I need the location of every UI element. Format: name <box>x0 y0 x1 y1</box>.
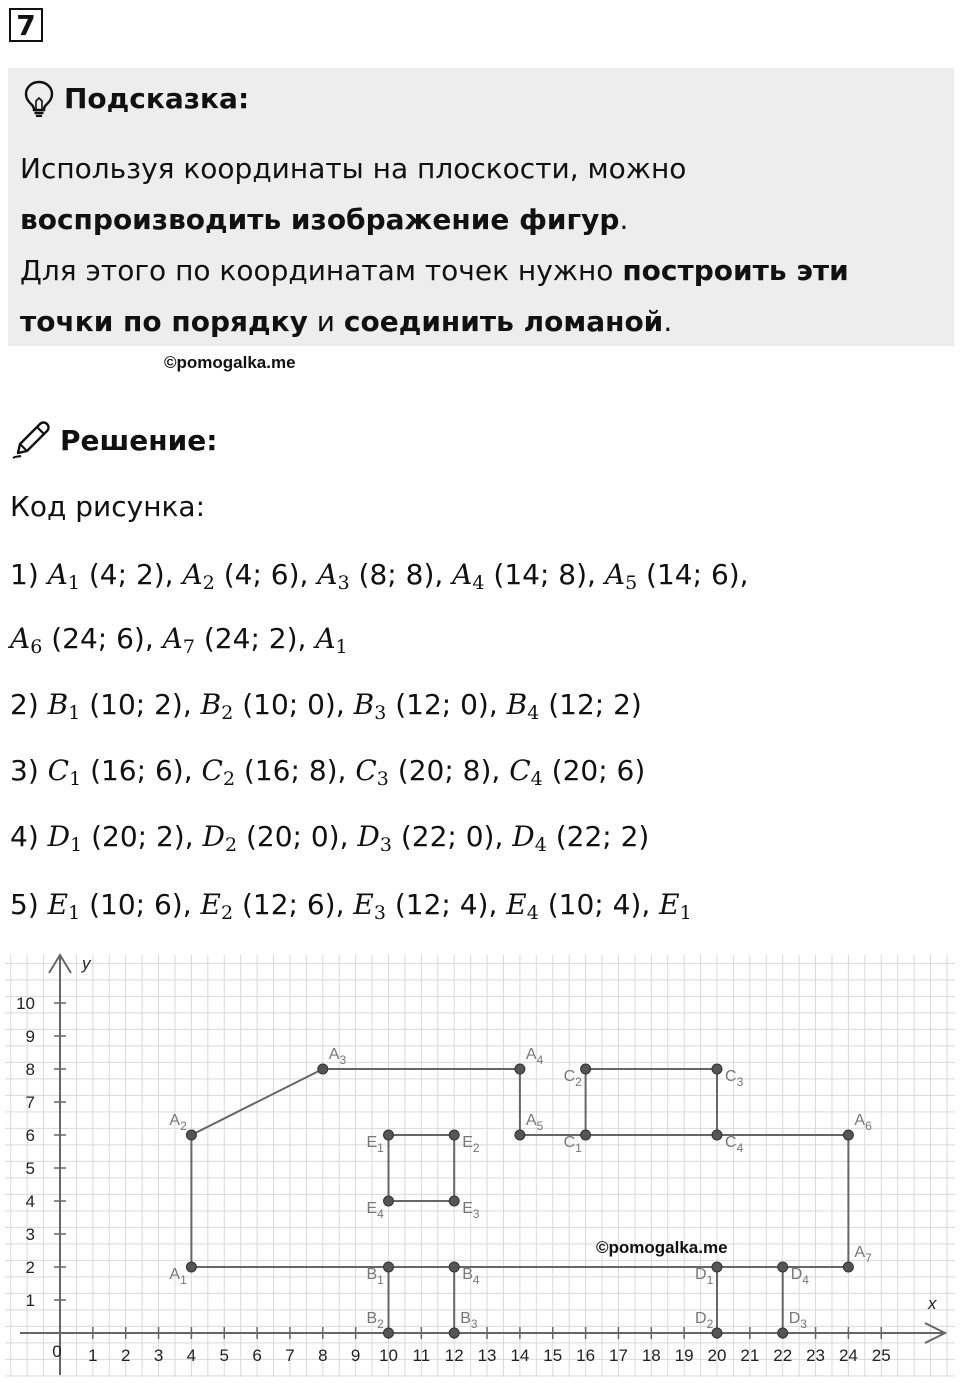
point-name <box>182 558 215 594</box>
y-tick-label: 6 <box>25 1126 35 1145</box>
x-tick-label: 10 <box>379 1346 398 1365</box>
point-marker <box>384 1262 394 1272</box>
point-name <box>200 688 234 724</box>
point-coords: (22; 2) <box>546 820 650 853</box>
point-label: $D_1$ <box>695 1266 714 1287</box>
y-tick-label: 5 <box>25 1159 35 1178</box>
x-tick-label: 19 <box>674 1346 694 1365</box>
point-subscript: 4 <box>530 768 543 790</box>
code-line <box>10 754 645 790</box>
point-letter: C <box>201 754 223 787</box>
lightbulb-icon <box>22 79 56 117</box>
hint-p2: Для этого по координатам точек нужно <box>20 254 623 287</box>
point-marker <box>712 1064 722 1074</box>
point-marker <box>186 1130 196 1140</box>
point-letter: C <box>509 754 531 787</box>
point-label: $C_3$ <box>725 1068 744 1089</box>
point-subscript: 3 <box>376 768 389 790</box>
x-tick-label: 6 <box>252 1346 262 1365</box>
point-label: $C_4$ <box>725 1134 744 1155</box>
point-subscript: 1 <box>679 902 692 924</box>
pencil-icon <box>10 419 52 461</box>
point-letter: A <box>452 558 473 591</box>
point-letter: A <box>317 558 338 591</box>
point-label: $A_2$ <box>169 1112 187 1133</box>
point-name <box>355 754 389 790</box>
y-tick-label: 2 <box>25 1258 35 1277</box>
point-name <box>506 888 539 924</box>
x-tick-label: 20 <box>707 1346 727 1365</box>
point-subscript: 1 <box>70 834 83 856</box>
point-coords: (20; 0), <box>237 820 358 853</box>
point-letter: D <box>202 820 225 853</box>
point-coords: (4; 6), <box>214 558 318 591</box>
point-marker <box>712 1328 722 1338</box>
point-label: $B_2$ <box>366 1310 384 1331</box>
point-marker <box>712 1262 722 1272</box>
x-tick-label: 21 <box>740 1346 760 1365</box>
point-marker <box>318 1064 328 1074</box>
point-letter: D <box>47 820 71 853</box>
point-marker <box>778 1262 788 1272</box>
code-line <box>10 820 649 856</box>
point-name <box>10 622 43 658</box>
code-line <box>10 688 642 724</box>
point-subscript: 1 <box>335 636 348 658</box>
point-subscript: 1 <box>68 702 81 724</box>
y-tick-label: 1 <box>25 1291 35 1310</box>
x-tick-label: 12 <box>444 1346 464 1365</box>
point-letter: E <box>200 888 221 921</box>
point-label: $A_5$ <box>525 1112 544 1133</box>
solution-title-text: Решение: <box>60 423 218 457</box>
point-name <box>47 688 81 724</box>
point-label: $D_3$ <box>788 1310 807 1331</box>
x-tick-label: 18 <box>641 1346 661 1365</box>
point-subscript: 2 <box>202 572 215 594</box>
y-tick-label: 9 <box>25 1027 35 1046</box>
x-tick-label: 11 <box>412 1346 431 1365</box>
point-subscript: 3 <box>337 572 350 594</box>
point-name <box>509 754 543 790</box>
point-coords: (24; 6), <box>42 622 163 655</box>
point-letter: C <box>47 754 70 787</box>
x-tick-label: 5 <box>219 1346 229 1365</box>
point-label: $B_3$ <box>460 1310 478 1331</box>
origin-label: 0 <box>52 1342 62 1361</box>
x-tick-label: 13 <box>477 1346 497 1365</box>
point-coords: (24; 2), <box>194 622 316 655</box>
line-number: 2) <box>10 688 48 721</box>
x-tick-label: 23 <box>806 1346 826 1365</box>
y-tick-label: 10 <box>16 994 35 1013</box>
point-name <box>47 558 80 594</box>
point-coords: (14; 8), <box>484 558 605 591</box>
point-label: $D_4$ <box>790 1266 809 1287</box>
point-marker <box>581 1064 591 1074</box>
point-name <box>452 558 485 594</box>
point-name <box>47 888 81 924</box>
x-tick-label: 25 <box>871 1346 891 1365</box>
watermark-graph: ©pomogalka.me <box>596 1238 728 1257</box>
point-marker <box>449 1130 459 1140</box>
point-subscript: 6 <box>30 636 43 658</box>
x-tick-label: 1 <box>88 1346 98 1365</box>
point-marker <box>712 1130 722 1140</box>
x-tick-label: 3 <box>153 1346 164 1365</box>
point-marker <box>186 1262 196 1272</box>
point-subscript: 2 <box>222 768 236 790</box>
point-label: $E_1$ <box>366 1134 384 1155</box>
point-name <box>512 820 547 856</box>
point-name <box>162 622 195 658</box>
x-tick-label: 2 <box>120 1346 131 1365</box>
solution-title <box>10 418 217 462</box>
point-coords: (8; 8), <box>349 558 453 591</box>
watermark-top: ©pomogalka.me <box>164 353 296 372</box>
point-marker <box>449 1262 459 1272</box>
point-subscript: 3 <box>379 834 392 856</box>
line-number: 4) <box>10 820 48 853</box>
point-coords: (10; 2), <box>80 688 201 721</box>
point-label: $A_6$ <box>854 1112 872 1133</box>
hint-title-text: Подсказка: <box>64 81 250 115</box>
x-tick-label: 4 <box>186 1346 197 1365</box>
point-letter: B <box>353 688 375 721</box>
point-letter: D <box>357 820 380 853</box>
point-name <box>202 820 238 856</box>
code-label: Код рисунка: <box>10 490 206 523</box>
hint-title <box>22 78 249 118</box>
point-coords: (12; 4), <box>385 888 507 921</box>
point-coords: (16; 6), <box>81 754 202 787</box>
point-subscript: 5 <box>625 572 638 594</box>
point-coords: (14; 6), <box>637 558 749 591</box>
point-subscript: 4 <box>534 834 547 856</box>
code-line <box>10 558 749 594</box>
point-coords: (20; 8), <box>388 754 510 787</box>
point-subscript: 2 <box>221 702 234 724</box>
line-number: 3) <box>10 754 48 787</box>
point-letter: A <box>162 622 183 655</box>
point-coords: (12; 2) <box>539 688 642 721</box>
point-subscript: 1 <box>69 768 82 790</box>
x-axis-label: x <box>928 1294 937 1313</box>
point-name <box>357 820 392 856</box>
point-letter: A <box>10 622 31 655</box>
point-letter: A <box>182 558 203 591</box>
x-tick-label: 16 <box>576 1346 596 1365</box>
point-label: $D_2$ <box>695 1310 714 1331</box>
point-name <box>353 888 386 924</box>
point-name <box>353 688 387 724</box>
point-letter: E <box>353 888 374 921</box>
code-line <box>10 622 348 658</box>
point-subscript: 3 <box>373 902 386 924</box>
point-marker <box>449 1196 459 1206</box>
point-subscript: 3 <box>374 702 387 724</box>
point-subscript: 2 <box>220 902 234 924</box>
point-letter: E <box>506 888 527 921</box>
coordinate-plane <box>0 945 960 1385</box>
line-number: 5) <box>10 888 48 921</box>
point-marker <box>384 1130 394 1140</box>
point-label: $E_2$ <box>462 1134 480 1155</box>
point-subscript: 1 <box>67 572 80 594</box>
point-coords: (10; 0), <box>233 688 354 721</box>
point-letter: C <box>355 754 377 787</box>
hint-p2-bold1: построить эти точки по порядку <box>20 254 849 338</box>
point-name <box>315 622 348 658</box>
point-marker <box>843 1262 853 1272</box>
point-subscript: 4 <box>526 902 539 924</box>
point-label: $C_1$ <box>563 1134 582 1155</box>
point-coords: (12; 0), <box>386 688 507 721</box>
hint-p1: Используя координаты на плоскости, можно <box>20 152 687 185</box>
point-letter: B <box>47 688 69 721</box>
point-label: $A_7$ <box>854 1244 872 1265</box>
x-tick-label: 8 <box>318 1346 328 1365</box>
x-tick-label: 24 <box>838 1346 858 1365</box>
hint-p1-bold: воспроизводить изображение фигур <box>20 203 620 236</box>
point-marker <box>581 1130 591 1140</box>
point-letter: A <box>315 622 336 655</box>
point-name <box>200 888 234 924</box>
point-name <box>506 688 540 724</box>
point-subscript: 7 <box>182 636 195 658</box>
hint-p2-end: . <box>663 305 673 338</box>
point-marker <box>843 1130 853 1140</box>
point-marker <box>515 1064 525 1074</box>
point-marker <box>384 1196 394 1206</box>
point-letter: E <box>659 888 680 921</box>
point-label: $A_4$ <box>525 1046 544 1067</box>
point-marker <box>384 1328 394 1338</box>
point-letter: E <box>47 888 69 921</box>
x-tick-label: 22 <box>773 1346 793 1365</box>
point-coords: (22; 0), <box>391 820 513 853</box>
code-line <box>10 888 692 924</box>
x-tick-label: 7 <box>285 1346 295 1365</box>
x-tick-label: 15 <box>543 1346 563 1365</box>
line-number: 1) <box>10 558 48 591</box>
y-tick-label: 8 <box>25 1060 35 1079</box>
point-letter: B <box>200 688 222 721</box>
point-coords: (10; 4), <box>538 888 660 921</box>
hint-text <box>20 143 940 347</box>
hint-p2-bold2: соединить ломаной <box>343 305 664 338</box>
x-tick-label: 17 <box>608 1346 628 1365</box>
hint-p1-end: . <box>619 203 629 236</box>
point-name <box>47 820 83 856</box>
point-letter: A <box>604 558 626 591</box>
point-label: $B_1$ <box>366 1266 384 1287</box>
y-tick-label: 7 <box>25 1093 35 1112</box>
x-tick-label: 14 <box>510 1346 530 1365</box>
task-number: 7 <box>9 8 43 42</box>
point-subscript: 4 <box>527 702 540 724</box>
point-label: $E_3$ <box>462 1200 480 1221</box>
point-coords: (4; 2), <box>79 558 183 591</box>
point-name <box>201 754 236 790</box>
point-marker <box>778 1328 788 1338</box>
y-tick-label: 4 <box>25 1192 35 1211</box>
point-coords: (16; 8), <box>235 754 356 787</box>
point-label: $A_3$ <box>328 1046 347 1067</box>
point-label: $B_4$ <box>462 1266 480 1287</box>
y-tick-label: 3 <box>25 1225 35 1244</box>
point-name <box>47 754 82 790</box>
point-marker <box>449 1328 459 1338</box>
point-subscript: 4 <box>472 572 485 594</box>
point-name <box>659 888 692 924</box>
point-coords: (20; 6) <box>542 754 646 787</box>
point-coords: (20; 2), <box>82 820 203 853</box>
point-name <box>604 558 638 594</box>
point-coords: (12; 6), <box>233 888 354 921</box>
point-label: $C_2$ <box>563 1068 582 1089</box>
point-letter: A <box>47 558 68 591</box>
point-subscript: 2 <box>224 834 238 856</box>
point-label: $A_1$ <box>169 1266 187 1287</box>
point-letter: B <box>506 688 528 721</box>
y-axis-label: y <box>82 954 91 973</box>
point-label: $E_4$ <box>366 1200 384 1221</box>
point-subscript: 1 <box>68 902 81 924</box>
point-coords: (10; 6), <box>80 888 201 921</box>
x-tick-label: 9 <box>350 1346 361 1365</box>
point-letter: D <box>512 820 535 853</box>
hint-p2-mid: и <box>307 305 344 338</box>
point-marker <box>515 1130 525 1140</box>
point-name <box>317 558 350 594</box>
